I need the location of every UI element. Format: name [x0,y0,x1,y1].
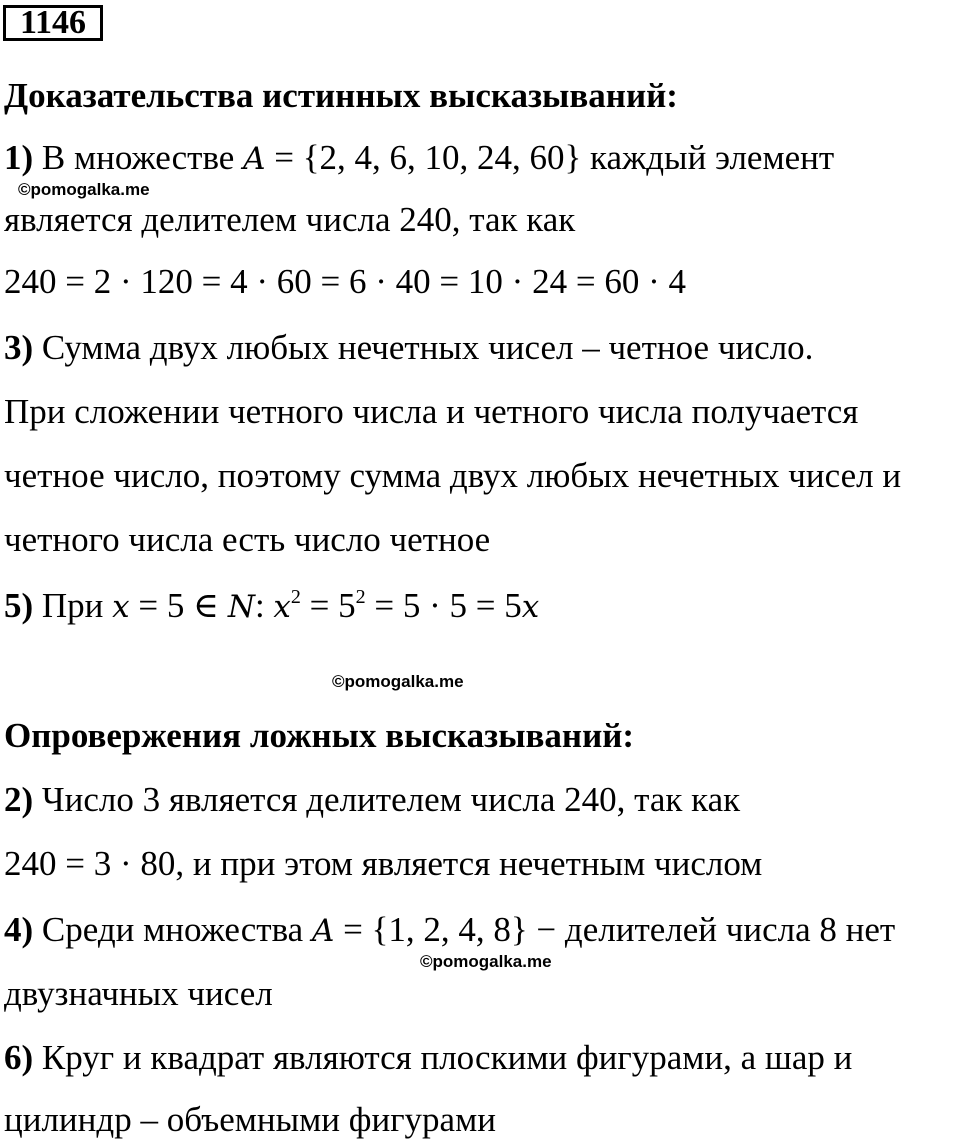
item-5-text-d: = 5 [300,586,356,625]
item-3-line-2: При сложении четного числа и четного числа получается [4,392,859,431]
item-3-label: 3) [4,328,34,367]
item-5-text-c: : [254,586,274,625]
item-5-text-a: При [33,586,113,625]
item-3-line-4: четного числа есть число четное [4,520,491,559]
item-3-line-3: четное число, поэтому сумма двух любых нечетных чисел и [4,456,902,495]
n-set-variable: N [227,589,255,625]
item-5-line-1 [4,586,539,631]
item-1-line-3: 240 = 2 · 120 = 4 · 60 = 6 · 40 = 10 · 24 = 60 · 4 [4,262,686,301]
item-1-line-2: является делителем числа 240, так как [4,200,576,239]
item-5-label: 5) [4,586,34,625]
set-a-variable: A [243,141,266,177]
set-a-variable-2: A [311,913,335,949]
item-4-text-b: = {1, 2, 4, 8} − делителей числа 8 нет [334,910,896,949]
item-2-label: 2) [4,780,34,819]
watermark-1: ©pomogalka.me [18,180,150,199]
item-6-line-1 [4,1038,852,1078]
exponent-2: 2 [355,586,366,608]
watermark-3: ©pomogalka.me [420,952,552,971]
item-6-text: Круг и квадрат являются плоскими фигурами, а шар и [33,1038,853,1077]
x-variable-result: x [521,589,540,625]
item-4-line-1 [4,910,895,951]
problem-number-box: 1146 [3,5,103,41]
item-3-text: Сумма двух любых нечетных чисел – четное число. [33,328,814,367]
x-variable: x [112,589,130,625]
item-1-line-1 [4,138,834,179]
item-5-text-b: = 5 ∈ [129,586,228,625]
item-6-label: 6) [4,1038,34,1077]
item-4-label: 4) [4,910,34,949]
x-variable-squared: x [273,589,291,625]
item-1-label: 1) [4,138,34,177]
item-2-line-1 [4,780,740,820]
item-4-text-a: Среди множества [33,910,312,949]
item-2-line-2: 240 = 3 · 80, и при этом является нечетным числом [4,844,763,883]
watermark-2: ©pomogalka.me [332,672,464,691]
item-1-text-b: = {2, 4, 6, 10, 24, 60} каждый элемент [265,138,835,177]
item-4-line-2: двузначных чисел [4,974,273,1013]
section-heading-refutations: Опровержения ложных высказываний: [4,716,635,755]
item-1-text-a: В множестве [33,138,244,177]
item-6-line-2: цилиндр – объемными фигурами [4,1100,496,1139]
item-3-line-1 [4,328,813,368]
exponent-1: 2 [290,586,301,608]
item-5-text-e: = 5 · 5 = 5 [365,586,522,625]
section-heading-proofs: Доказательства истинных высказываний: [4,76,678,115]
item-2-text: Число 3 является делителем числа 240, так как [33,780,741,819]
